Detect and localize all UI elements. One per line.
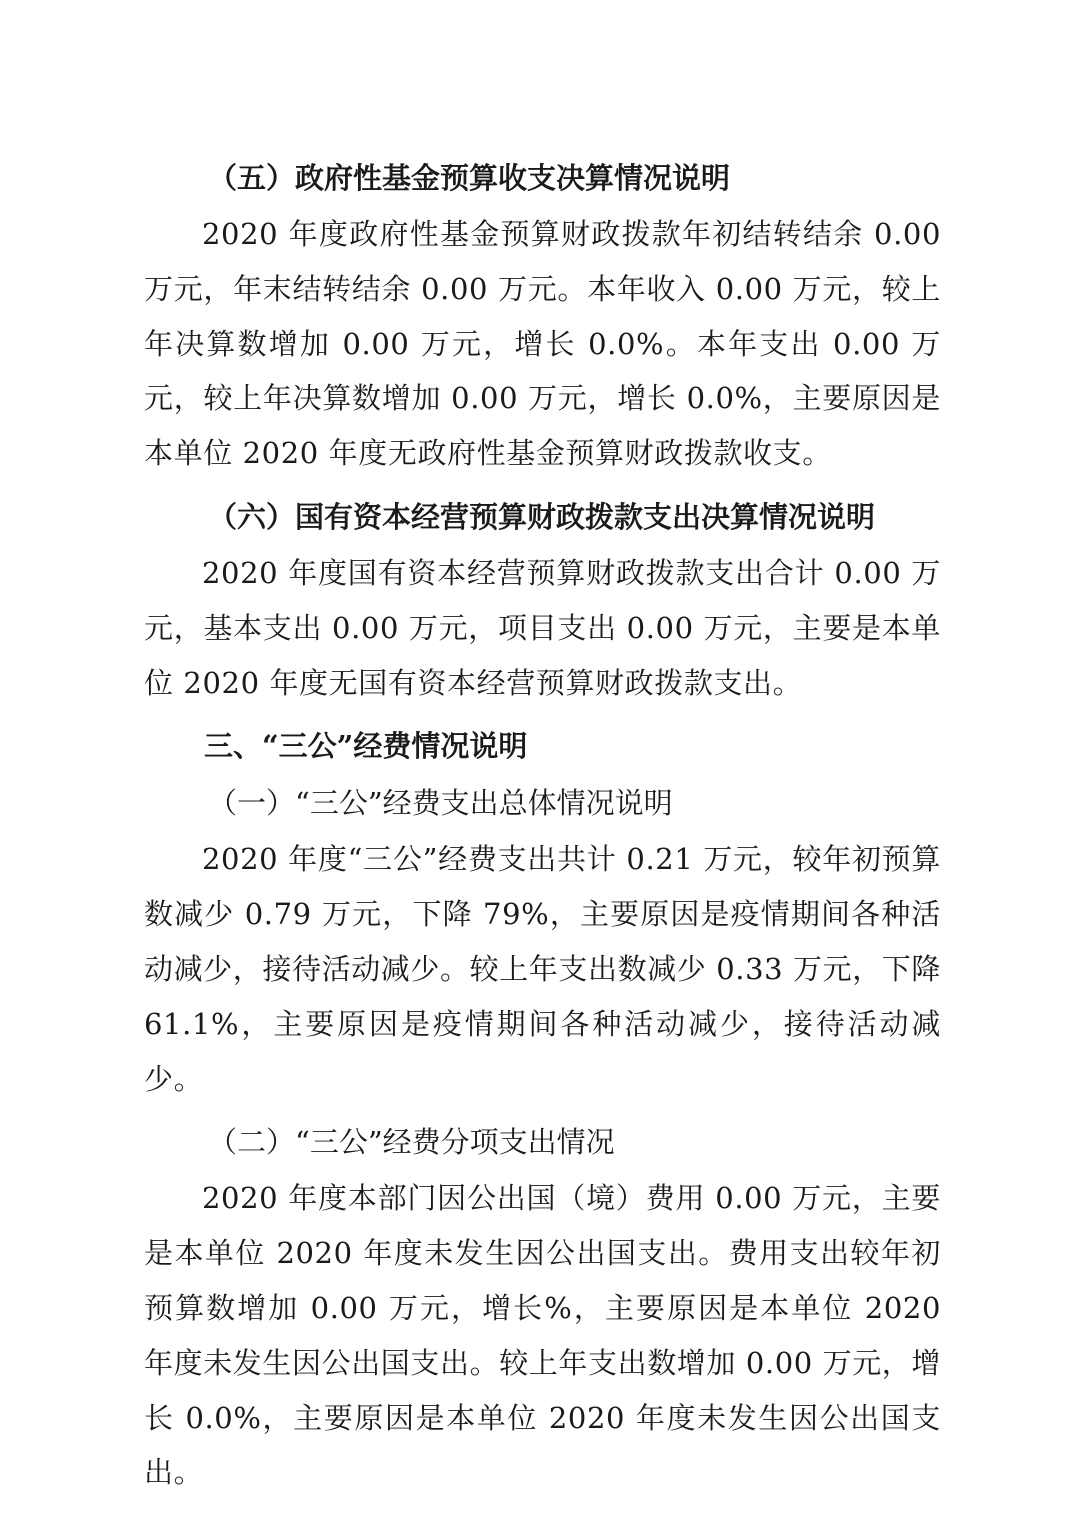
part-3-heading: 三、“三公”经费情况说明 <box>204 729 528 764</box>
section-6-heading: （六）国有资本经营预算财政拨款支出决算情况说明 <box>208 499 876 534</box>
part-3-1-heading: （一）“三公”经费支出总体情况说明 <box>208 786 673 821</box>
part-3-2-heading: （二）“三公”经费分项支出情况 <box>208 1125 615 1160</box>
section-6-paragraph: 2020 年度国有资本经营预算财政拨款支出合计 0.00 万元，基本支出 0.00 万元，项目支出 0.00 万元，主要是本单位 2020 年度无国有资本经营预算财政拨款支出。 <box>144 555 941 700</box>
section-5-heading: （五）政府性基金预算收支决算情况说明 <box>208 161 731 195</box>
part-3-1-paragraph: 2020 年度“三公”经费支出共计 0.21 万元，较年初预算数减少 0.79 万元，下降 79%，主要原因是疫情期间各种活动减少，接待活动减少。较上年支出数减少 0.33 万元，下降 61.1%，主要原因是疫情期间各种活动减少，接待活动减少。 <box>144 842 942 1096</box>
document-body <box>144 150 941 1508</box>
section-5-paragraph: 2020 年度政府性基金预算财政拨款年初结转结余 0.00 万元，年末结转结余 0.00 万元。本年收入 0.00 万元，较上年决算数增加 0.00 万元，增长 0.0%。本年支出 0.00 万元，较上年决算数增加 0.00 万元，增长 0.0%，主要原因是本单位 2020 年度无政府性基金预算财政拨款收支。 <box>144 217 941 471</box>
part-3-2-paragraph: 2020 年度本部门因公出国（境）费用 0.00 万元，主要是本单位 2020 年度未发生因公出国支出。费用支出较年初预算数增加 0.00 万元，增长%，主要原因是本单位 2020 年度未发生因公出国支出。较上年支出数增加 0.00 万元，增长 0.0%，主要原因是本单位 2020 年度未发生因公出国支出。 <box>144 1181 942 1490</box>
